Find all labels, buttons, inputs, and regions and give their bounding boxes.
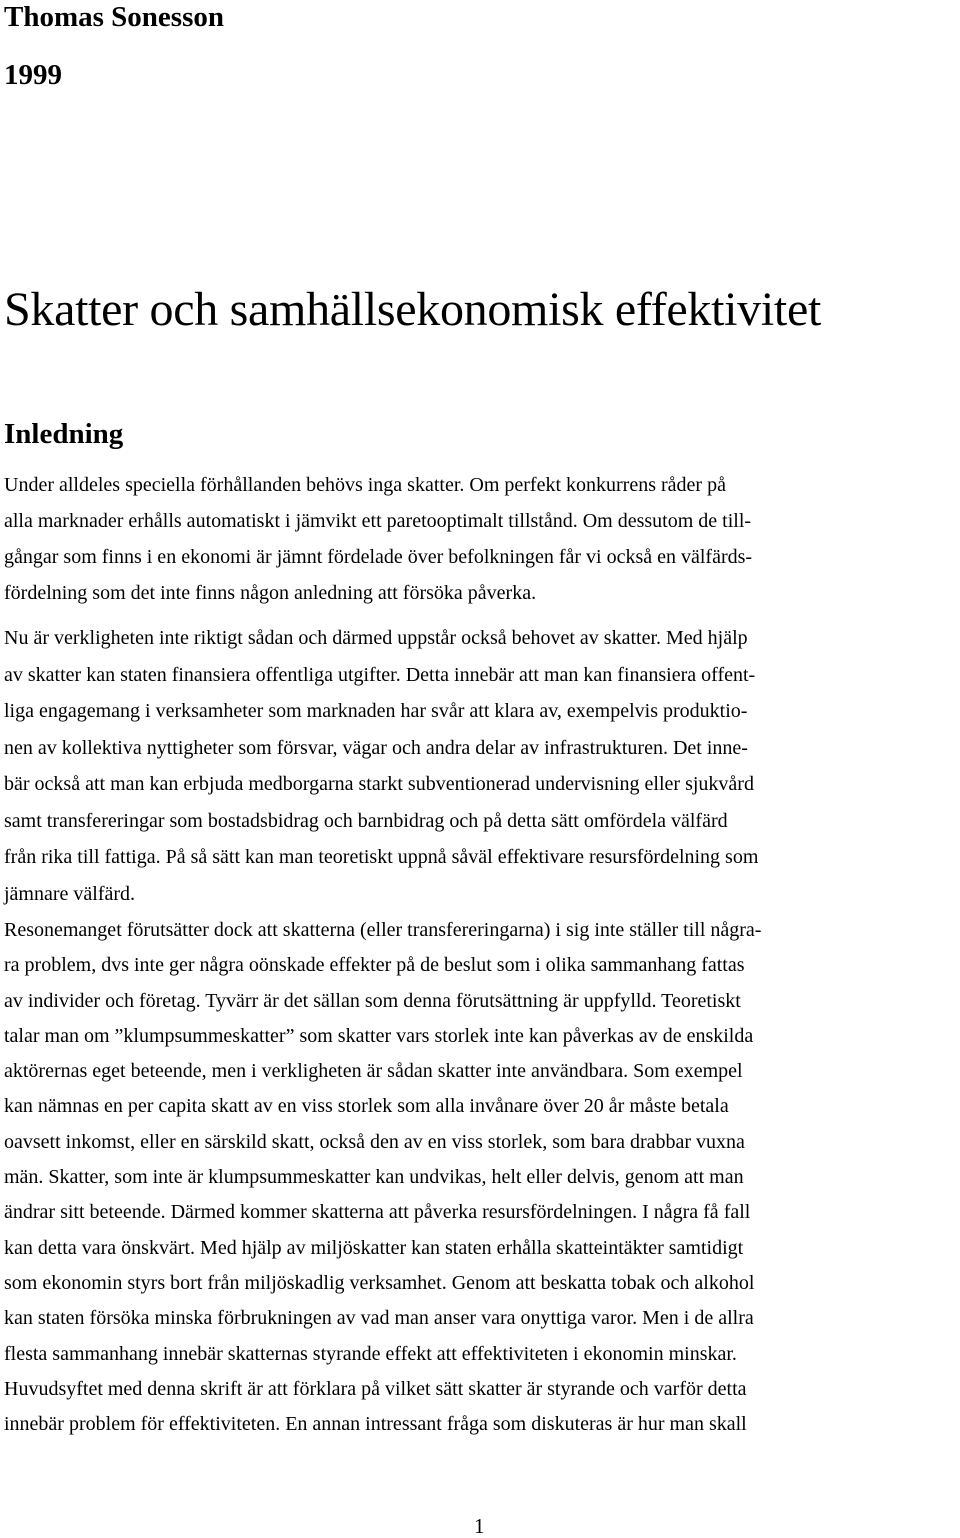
text-line: män. Skatter, som inte är klumpsummeskatter kan undvikas, helt eller delvis, genom att man	[4, 1166, 744, 1189]
text-line: kan detta vara önskvärt. Med hjälp av miljöskatter kan staten erhålla skatteintäkter samtidigt	[4, 1236, 744, 1259]
text-line: Nu är verkligheten inte riktigt sådan och därmed uppstår också behovet av skatter. Med hjälp	[4, 627, 748, 649]
text-line: Huvudsyftet med denna skrift är att förklara på vilket sätt skatter är styrande och varför detta	[4, 1377, 747, 1400]
text-line: kan nämnas en per capita skatt av en viss storlek som alla invånare över 20 år måste betala	[4, 1095, 729, 1118]
page-number: 1	[474, 1514, 485, 1538]
text-line: flesta sammanhang innebär skatternas styrande effekt att effektiviteten i ekonomin minskar.	[4, 1342, 737, 1365]
author-name: Thomas Sonesson	[4, 1, 224, 33]
text-line: alla marknader erhålls automatiskt i jämvikt ett paretooptimalt tillstånd. Om dessutom de till-	[4, 510, 752, 532]
text-line: bär också att man kan erbjuda medborgarna starkt subventionerad undervisning eller sjukvård	[4, 773, 754, 795]
text-line: av skatter kan staten finansiera offentliga utgifter. Detta innebär att man kan finansiera offent-	[4, 663, 756, 686]
text-line: kan staten försöka minska förbrukningen av vad man anser vara onyttiga varor. Men i de allra	[4, 1307, 754, 1330]
text-line: gångar som finns i en ekonomi är jämnt fördelade över befolkningen får vi också en välfärds-	[4, 546, 753, 568]
body-paragraph	[4, 620, 960, 912]
text-line: liga engagemang i verksamheter som marknaden har svår att klara av, exempelvis produktio-	[4, 700, 748, 722]
text-line: som ekonomin styrs bort från miljöskadlig verksamhet. Genom att beskatta tobak och alkohol	[4, 1271, 755, 1294]
text-line: nen av kollektiva nyttigheter som försvar, vägar och andra delar av infrastrukturen. Det inne-	[4, 736, 748, 759]
text-line: oavsett inkomst, eller en särskild skatt, också den av en viss storlek, som bara drabbar vuxna	[4, 1130, 745, 1153]
text-line: aktörernas eget beteende, men i verkligheten är sådan skatter inte användbara. Som exempel	[4, 1060, 743, 1083]
text-line: från rika till fattiga. På så sätt kan man teoretiskt uppnå såväl effektivare resursfördelning som	[4, 846, 759, 868]
document-title: Skatter och samhällsekonomisk effektivitet	[4, 283, 821, 336]
text-line: Under alldeles speciella förhållanden behövs inga skatter. Om perfekt konkurrens råder på	[4, 474, 726, 496]
text-line: innebär problem för effektiviteten. En annan intressant fråga som diskuteras är hur man skall	[4, 1413, 747, 1436]
body-paragraph	[4, 913, 960, 1442]
publication-year: 1999	[4, 59, 62, 91]
text-line: samt transfereringar som bostadsbidrag och barnbidrag och på detta sätt omfördela välfärd	[4, 809, 728, 832]
text-line: jämnare välfärd.	[4, 882, 136, 905]
intro-paragraph	[4, 467, 960, 611]
text-line: av individer och företag. Tyvärr är det sällan som denna förutsättning är uppfylld. Teoretiskt	[4, 989, 741, 1012]
text-line: Resonemanget förutsätter dock att skatterna (eller transfereringarna) i sig inte ställer till några-	[4, 919, 762, 941]
text-line: talar man om ”klumpsummeskatter” som skatter vars storlek inte kan påverkas av de enskilda	[4, 1024, 754, 1047]
text-line: ändrar sitt beteende. Därmed kommer skatterna att påverka resursfördelningen. I några få fall	[4, 1201, 751, 1224]
text-line: fördelning som det inte finns någon anledning att försöka påverka.	[4, 582, 537, 604]
section-heading: Inledning	[4, 418, 124, 450]
text-line: ra problem, dvs inte ger några oönskade effekter på de beslut som i olika sammanhang fattas	[4, 954, 745, 977]
